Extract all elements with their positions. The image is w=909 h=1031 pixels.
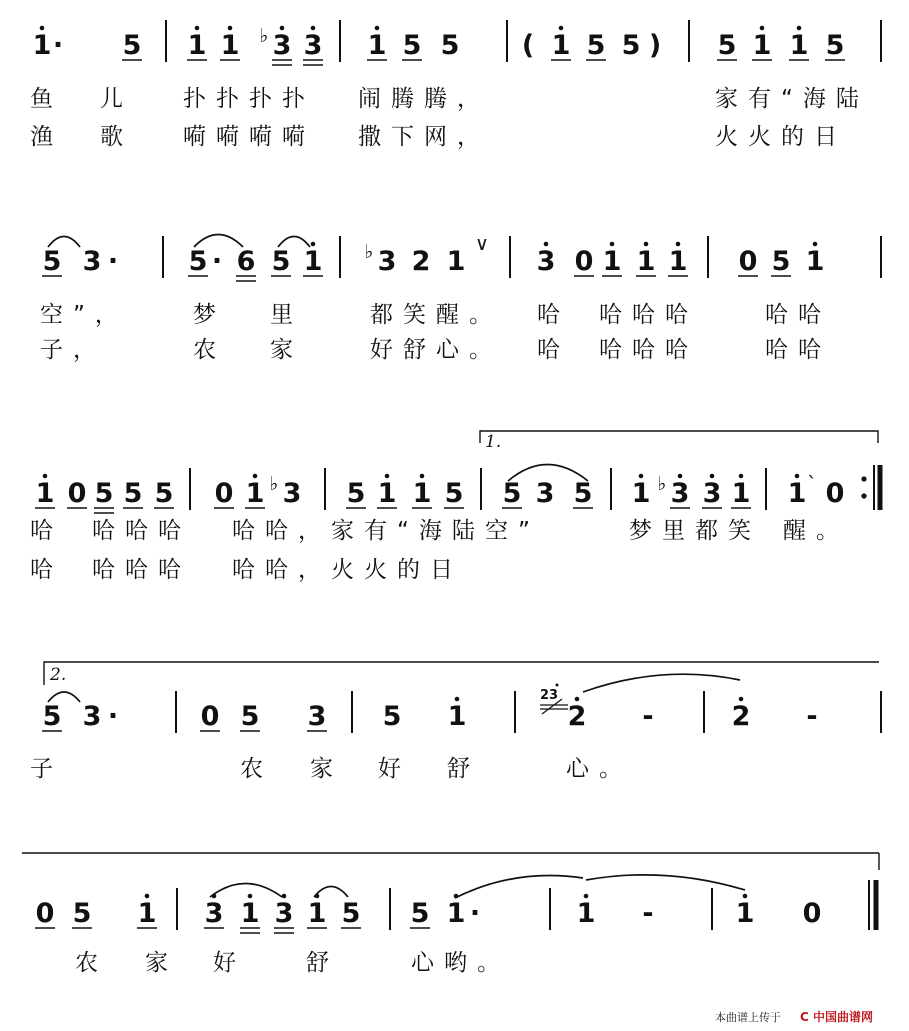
lyric-text: 哈哈哈 <box>92 557 191 583</box>
accidental-sign: ♭ <box>657 473 667 495</box>
note: 5 <box>502 478 522 509</box>
note: 3 <box>535 478 555 509</box>
note: 2 <box>731 701 751 732</box>
lyric-text: 歌 <box>100 124 133 150</box>
note: 5 <box>42 701 62 732</box>
volta-first-label: 1. <box>485 432 502 452</box>
high-octave-dot <box>280 26 285 31</box>
note: 1 <box>735 898 755 929</box>
high-octave-dot <box>710 474 715 479</box>
lyric-text: 里 <box>270 302 303 328</box>
note: 5 <box>717 30 737 61</box>
note: 1 <box>731 478 751 509</box>
note: 5 <box>42 246 62 277</box>
note: 3 <box>82 246 102 277</box>
lyric-text: 哈哈哈 <box>599 337 698 363</box>
accidental-sign: ♭ <box>259 25 269 47</box>
lyric-text: 空” <box>485 518 540 544</box>
lyric-text: 闹腾腾， <box>358 86 490 112</box>
note: 5 <box>154 478 174 509</box>
note: 5 <box>410 898 430 929</box>
lyric-text: 哈 <box>537 302 570 328</box>
accidental-sign: ♭ <box>364 241 374 263</box>
note: 3 <box>536 246 556 277</box>
note: 2 <box>411 246 431 277</box>
note: 0 <box>802 898 822 929</box>
high-octave-dot <box>43 474 48 479</box>
lyric-text: 空”， <box>40 302 128 328</box>
note: ) <box>648 30 662 61</box>
high-octave-dot <box>676 242 681 247</box>
high-octave-dot <box>195 26 200 31</box>
note: 3 <box>377 246 397 277</box>
lyric-text: 醒。 <box>783 518 849 544</box>
note: 1 <box>752 30 772 61</box>
note: 1 <box>32 30 52 61</box>
lyric-text: 火火的日 <box>715 124 847 150</box>
note: · <box>107 246 119 277</box>
lyric-text: 哈哈，家有“海陆 <box>232 518 485 544</box>
note: · <box>107 701 119 732</box>
high-octave-dot <box>420 474 425 479</box>
note: 1 <box>245 478 265 509</box>
note: 1 <box>367 30 387 61</box>
grace-notes <box>540 684 568 715</box>
note: 1 <box>446 898 466 929</box>
high-octave-dot <box>584 894 589 899</box>
high-octave-dot <box>610 242 615 247</box>
high-octave-dot <box>375 26 380 31</box>
high-octave-dot <box>40 26 45 31</box>
high-octave-dot <box>739 697 744 702</box>
accidental-sign: ˋ <box>807 473 817 495</box>
note: 5 <box>188 246 208 277</box>
lyric-text: 哈哈 <box>765 302 831 328</box>
note: 5 <box>825 30 845 61</box>
high-octave-dot <box>639 474 644 479</box>
lyric-text: 儿 <box>100 86 133 112</box>
note: 0 <box>574 246 594 277</box>
lyric-text: 子， <box>40 337 106 363</box>
note: 5 <box>346 478 366 509</box>
lyric-text: 梦 <box>193 302 226 328</box>
note: 1 <box>576 898 596 929</box>
note: 5 <box>621 30 641 61</box>
volta-second-label: 2. <box>50 665 67 685</box>
note: 1 <box>631 478 651 509</box>
note: 3 <box>702 478 722 509</box>
note: 1 <box>35 478 55 509</box>
note: 5 <box>123 478 143 509</box>
note: 6 <box>236 246 256 277</box>
lyric-text: 哈哈哈 <box>92 518 191 544</box>
lyrics-layer <box>30 86 869 976</box>
lyric-text: 哈 <box>537 337 570 363</box>
note: - <box>806 701 818 732</box>
lyric-text: 农 <box>240 756 273 782</box>
note: 0 <box>67 478 87 509</box>
high-octave-dot <box>145 894 150 899</box>
note: 5 <box>382 701 402 732</box>
high-octave-dot <box>644 242 649 247</box>
note: ( <box>521 30 535 61</box>
note: 1 <box>412 478 432 509</box>
note: 1 <box>787 478 807 509</box>
notes-layer <box>33 25 845 933</box>
note: 1 <box>137 898 157 929</box>
lyric-text: 农 <box>75 950 108 976</box>
note: · <box>469 898 481 929</box>
note: 1 <box>447 701 467 732</box>
lyric-text: 哈哈哈 <box>599 302 698 328</box>
note: 3 <box>670 478 690 509</box>
high-octave-dot <box>797 26 802 31</box>
note: 0 <box>738 246 758 277</box>
note: ∨ <box>475 233 489 255</box>
grace-note-label: 23 <box>540 688 559 703</box>
note: 1 <box>446 246 466 277</box>
lyric-text: 都笑醒。 <box>370 302 502 328</box>
lyric-text: 哈 <box>30 518 63 544</box>
note: 1 <box>220 30 240 61</box>
note: 3 <box>272 30 292 61</box>
note: 5 <box>72 898 92 929</box>
note: - <box>642 898 654 929</box>
note: 1 <box>240 898 260 929</box>
note: 1 <box>805 246 825 277</box>
lyric-text: 撒下网， <box>358 124 490 150</box>
note: 5 <box>573 478 593 509</box>
lyric-text: 心。 <box>566 756 632 782</box>
lyric-text: 好 <box>213 950 246 976</box>
note: 1 <box>551 30 571 61</box>
note: 0 <box>200 701 220 732</box>
note: 5 <box>240 701 260 732</box>
repeat-dots <box>861 476 866 498</box>
high-octave-dot <box>575 697 580 702</box>
high-octave-dot <box>678 474 683 479</box>
lyric-text: 心哟。 <box>411 950 510 976</box>
note: 2 <box>567 701 587 732</box>
lyric-text: 鱼 <box>30 86 63 112</box>
note: 5 <box>271 246 291 277</box>
footer-logo-mark: C <box>800 1010 809 1024</box>
note: · <box>211 246 223 277</box>
lyric-text: 哈哈 <box>765 337 831 363</box>
note: 5 <box>94 478 114 509</box>
lyric-text: 家 <box>310 756 343 782</box>
note: 0 <box>214 478 234 509</box>
note: 0 <box>825 478 845 509</box>
lyric-text: 哈 <box>30 557 63 583</box>
lyric-text: 舒 <box>447 756 480 782</box>
high-octave-dot <box>311 242 316 247</box>
note: 3 <box>82 701 102 732</box>
lyric-text: 扑扑扑扑 <box>183 86 315 112</box>
note: 3 <box>274 898 294 929</box>
note: 3 <box>282 478 302 509</box>
note: 1 <box>668 246 688 277</box>
lyric-text: 舒 <box>306 950 339 976</box>
lyric-text: 子 <box>30 756 63 782</box>
note: 3 <box>204 898 224 929</box>
note: 1 <box>377 478 397 509</box>
footer-site-name: 中国曲谱网 <box>813 1010 874 1024</box>
lyric-text: 好 <box>378 756 411 782</box>
high-octave-dot <box>282 894 287 899</box>
lyric-text: 好舒心。 <box>370 337 502 363</box>
note: 5 <box>440 30 460 61</box>
note: 1 <box>307 898 327 929</box>
lyric-text: 家有“海陆 <box>715 86 869 112</box>
note: 1 <box>636 246 656 277</box>
note: 1 <box>602 246 622 277</box>
accidental-sign: ♭ <box>269 473 279 495</box>
lyric-text: 家 <box>270 337 303 363</box>
lyric-text: 哈哈，火火的日 <box>232 557 463 583</box>
lyric-text: 梦里都笑 <box>629 518 761 544</box>
note: 3 <box>303 30 323 61</box>
high-octave-dot <box>455 697 460 702</box>
footer-upload-text: 本曲谱上传于 <box>715 1011 781 1024</box>
high-octave-dot <box>559 26 564 31</box>
lyric-text: 渔 <box>30 124 63 150</box>
note: 5 <box>444 478 464 509</box>
note: 1 <box>789 30 809 61</box>
high-octave-dot <box>760 26 765 31</box>
note: 5 <box>771 246 791 277</box>
note: 0 <box>35 898 55 929</box>
note: 5 <box>341 898 361 929</box>
note: 1 <box>303 246 323 277</box>
high-octave-dot <box>311 26 316 31</box>
high-octave-dot <box>795 474 800 479</box>
footer <box>715 1009 873 1024</box>
high-octave-dot <box>385 474 390 479</box>
high-octave-dot <box>253 474 258 479</box>
note: 5 <box>122 30 142 61</box>
high-octave-dot <box>544 242 549 247</box>
high-octave-dot <box>813 242 818 247</box>
high-octave-dot <box>228 26 233 31</box>
lyric-text: 嗬嗬嗬嗬 <box>183 124 315 150</box>
high-octave-dot <box>743 894 748 899</box>
high-octave-dot <box>248 894 253 899</box>
note: - <box>642 701 654 732</box>
note: 3 <box>307 701 327 732</box>
lyric-text: 农 <box>193 337 226 363</box>
note: 5 <box>402 30 422 61</box>
note: · <box>52 30 64 61</box>
note: 5 <box>586 30 606 61</box>
lyric-text: 家 <box>145 950 178 976</box>
high-octave-dot <box>739 474 744 479</box>
note: 1 <box>187 30 207 61</box>
